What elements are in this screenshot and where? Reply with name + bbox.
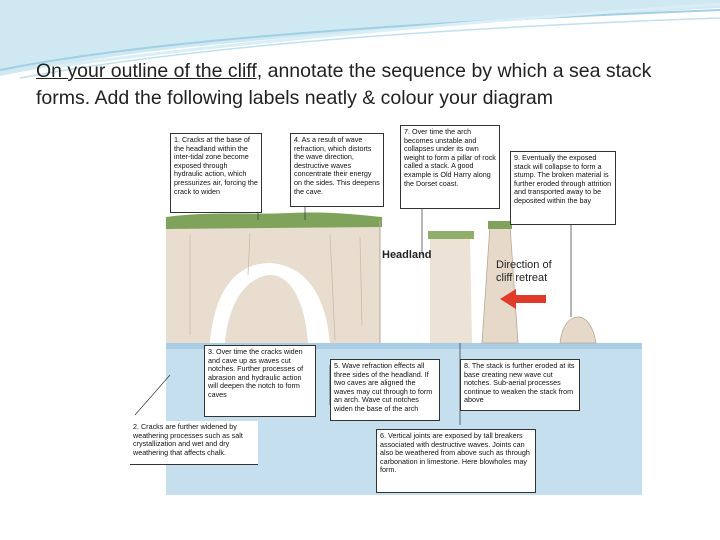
annotation-6: 6. Vertical joints are exposed by tall breakers associated with destructive waves. Joints can also be weathered from above such as through carbonation in limestone. Here blowholes may form. <box>376 429 536 493</box>
annotation-2: 2. Cracks are further widened by weathering processes such as salt crystallization and wet and dry weathering that affects chalk. <box>130 421 258 465</box>
sea-stack-diagram <box>130 125 642 495</box>
annotation-1: 1. Cracks at the base of the headland within the inter-tidal zone become exposed through hydraulic action, which pressurizes air, forcing the crack to widen <box>170 133 262 213</box>
annotation-7: 7. Over time the arch becomes unstable and collapses under its own weight to form a pillar of rock called a stack. A good example is Old Harry along the Dorset coast. <box>400 125 500 209</box>
annotation-4: 4. As a result of wave refraction, which distorts the wave direction, destructive waves concentrate their energy on the sides. This deepens the cave. <box>290 133 384 207</box>
heading-text: annotate the sequence by which a sea stack forms. Add the following labels neatly & colour your diagram <box>36 60 652 109</box>
annotation-9: 9. Eventually the exposed stack will collapse to form a stump. The broken material is further eroded through attrition and transported away to be deposited within the bay <box>510 151 616 225</box>
stack-grass <box>488 221 512 229</box>
rear-cliff <box>430 237 472 343</box>
cliff-retreat-label: Direction of cliff retreat <box>496 259 552 284</box>
annotation-5: 5. Wave refraction effects all three sides of the headland. If two caves are aligned the waves may cut through to form an arch. Wave cut notches widen the base of the arch <box>330 359 440 421</box>
headland-label: Headland <box>382 249 432 261</box>
annotation-3: 3. Over time the cracks widen and cave up as waves cut notches. Further processes of abrasion and hydraulic action will deepen the notch to form caves <box>204 345 316 417</box>
headland-cliff <box>166 217 380 343</box>
heading-underlined-text: On your outline of the cliff, <box>36 60 263 82</box>
annotation-8: 8. The stack is further eroded at its base creating new wave cut notches. Sub-aerial processes continue to weaken the stack from above <box>460 359 580 411</box>
instruction-heading <box>36 58 696 112</box>
stump <box>560 317 596 343</box>
headland-grass <box>166 212 382 229</box>
